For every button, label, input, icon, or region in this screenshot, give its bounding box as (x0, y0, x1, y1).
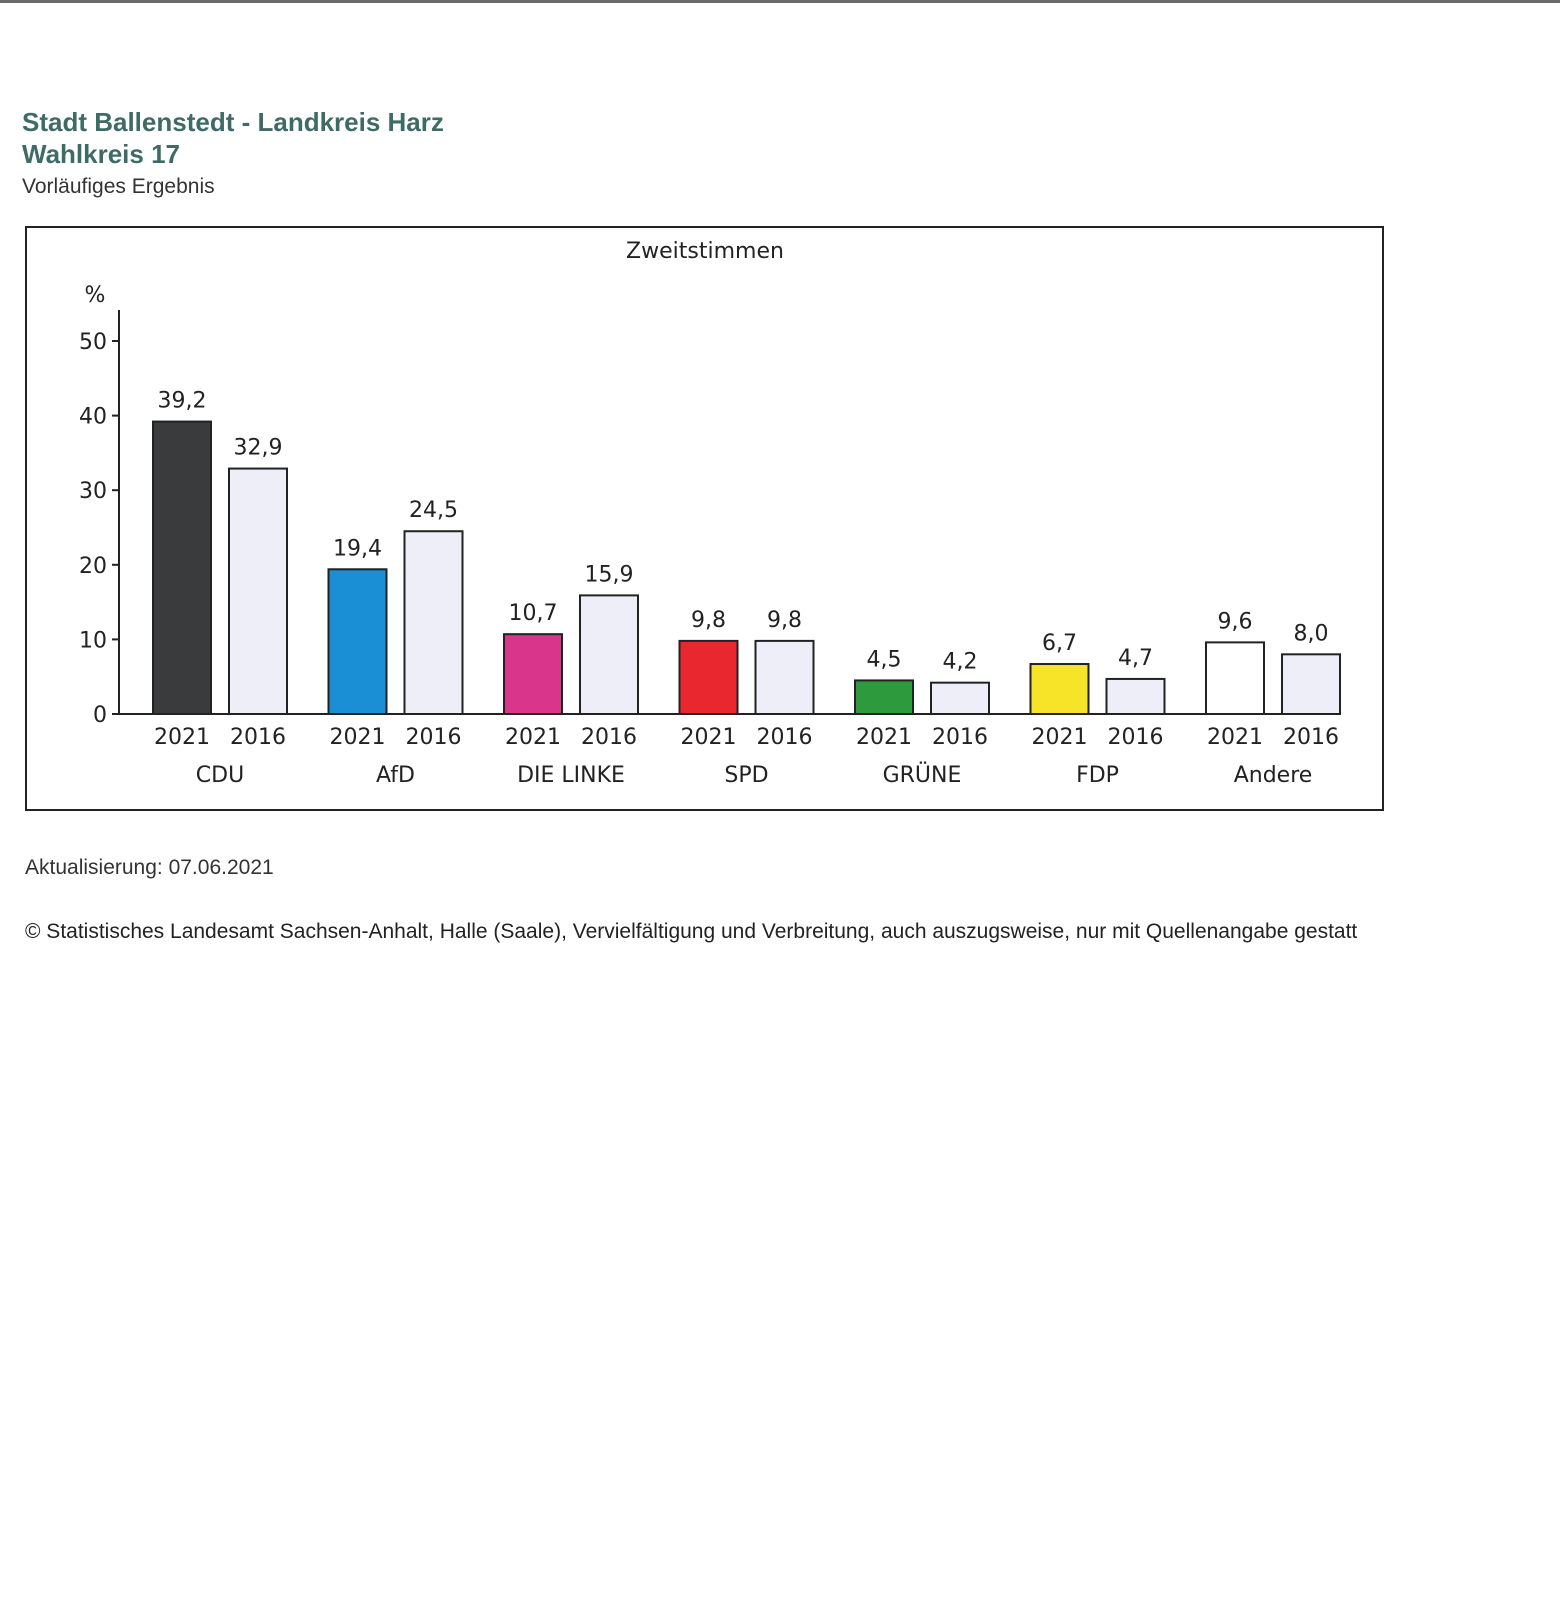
data-label: 32,9 (233, 435, 283, 461)
page-header (22, 106, 444, 202)
chart-title: Zweitstimmen (626, 239, 784, 264)
bar (329, 569, 387, 714)
x-tick-label: 2021 (505, 725, 561, 750)
x-tick-label: 2016 (756, 725, 813, 750)
category-label: DIE LINKE (517, 763, 625, 788)
data-label: 9,6 (1217, 609, 1253, 635)
data-label: 15,9 (584, 562, 634, 588)
y-tick-label: 30 (79, 479, 107, 505)
bar (1107, 679, 1165, 714)
bar (1031, 664, 1089, 714)
bar (1282, 654, 1340, 714)
x-tick-label: 2016 (230, 725, 286, 750)
data-label: 8,0 (1293, 621, 1329, 647)
category-label: Andere (1233, 763, 1313, 788)
x-tick-label: 2016 (1107, 725, 1164, 750)
bar (580, 595, 638, 714)
page-subtitle: Vorläufiges Ergebnis (22, 175, 215, 198)
category-label: FDP (1076, 763, 1119, 788)
y-tick-label: 50 (79, 330, 107, 355)
x-tick-label: 2016 (932, 725, 988, 750)
y-axis-label: % (84, 283, 106, 308)
data-label: 19,4 (333, 536, 382, 562)
top-border-line (0, 0, 1560, 3)
data-label: 9,8 (767, 607, 802, 633)
x-tick-label: 2021 (1207, 725, 1263, 750)
bar (680, 641, 738, 714)
bar (855, 680, 913, 714)
x-tick-label: 2021 (1031, 725, 1088, 750)
data-label: 10,7 (508, 601, 558, 627)
data-label: 9,8 (691, 607, 726, 633)
update-date: Aktualisierung: 07.06.2021 (25, 856, 274, 879)
chart-frame (25, 226, 1384, 811)
category-label: SPD (724, 763, 769, 788)
bar (931, 683, 989, 714)
bar-chart (27, 228, 1382, 809)
bar (153, 422, 211, 714)
bar (504, 634, 562, 714)
data-label: 4,5 (866, 647, 902, 673)
y-tick-label: 40 (79, 404, 107, 430)
page-title: Stadt Ballenstedt - Landkreis Harz (22, 107, 444, 137)
data-label: 39,2 (157, 388, 207, 414)
x-tick-label: 2016 (1283, 725, 1339, 750)
category-label: CDU (195, 763, 245, 788)
x-tick-label: 2021 (329, 725, 386, 750)
y-tick-label: 20 (79, 553, 107, 579)
copyright-notice: © Statistisches Landesamt Sachsen-Anhalt, Halle (Saale), Vervielfältigung und Verbreitung, auch auszugsweise, nur mit Quellenangabe gestatt (25, 920, 1358, 943)
bar (1206, 642, 1264, 714)
bar (756, 641, 814, 714)
data-label: 6,7 (1042, 631, 1077, 657)
y-tick-label: 0 (93, 703, 107, 728)
y-tick-label: 10 (79, 628, 107, 654)
category-label: AfD (376, 763, 415, 788)
bar (405, 531, 463, 714)
x-tick-label: 2021 (154, 725, 210, 750)
x-tick-label: 2021 (856, 725, 912, 750)
x-tick-label: 2021 (680, 725, 737, 750)
data-label: 24,5 (409, 498, 458, 524)
x-tick-label: 2016 (405, 725, 462, 750)
bar (229, 469, 287, 714)
page-title-line2: Wahlkreis 17 (22, 139, 181, 169)
data-label: 4,2 (942, 649, 978, 675)
x-tick-label: 2016 (581, 725, 637, 750)
category-label: GRÜNE (882, 763, 962, 788)
data-label: 4,7 (1118, 645, 1153, 671)
